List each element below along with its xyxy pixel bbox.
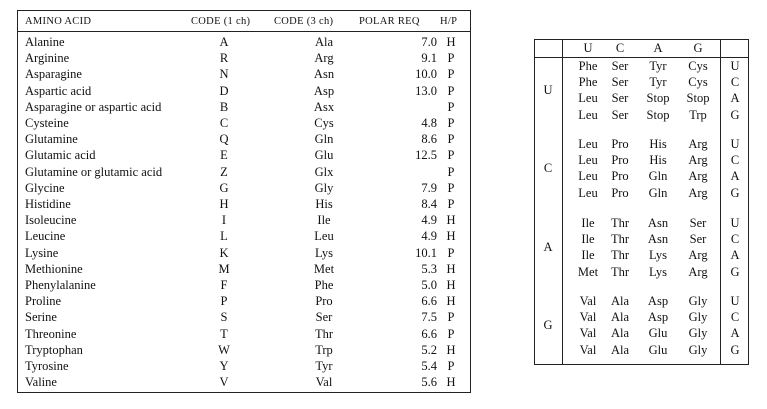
table-row: Asparagine or aspartic acid B Asx P [25, 99, 455, 114]
table-row: Tryptophan W Trp 5.2 H [25, 342, 456, 357]
header-code-3ch: CODE (3 ch) [274, 16, 334, 27]
codon-amino-acid: His [649, 137, 667, 151]
amino-acid-name: Tyrosine [25, 359, 69, 373]
codon-amino-acid: Cys [688, 75, 708, 90]
codon-divider-v1 [562, 40, 563, 364]
amino-acid-name: Asparagine [25, 67, 82, 82]
polar-req: 6.6 [421, 326, 437, 341]
codon-amino-acid: Ser [611, 59, 629, 73]
codon-amino-acid: Leu [578, 153, 598, 168]
codon-amino-acid: Ser [689, 232, 707, 247]
first-base-3: G [543, 318, 553, 333]
codon-amino-acid: Asp [647, 310, 669, 325]
codon-amino-acid: Stop [646, 107, 670, 122]
codon-amino-acid: Leu [578, 91, 598, 106]
amino-acid-name: Glutamine [25, 132, 78, 147]
amino-acid-name: Alanine [25, 35, 65, 49]
header-code-1ch: CODE (1 ch) [191, 16, 251, 27]
codon-amino-acid: Gln [648, 169, 668, 184]
polar-req: 4.8 [421, 116, 437, 130]
polar-req: 10.0 [415, 67, 437, 82]
table-row: Glutamine or glutamic acid Z Glx P [25, 164, 455, 179]
codon-amino-acid: Gly [688, 310, 708, 325]
codon-amino-acid: Lys [648, 264, 668, 279]
third-base-2-3: G [730, 264, 740, 279]
codon-amino-acid: Arg [688, 153, 708, 168]
header-polar-req: POLAR REQ [359, 16, 420, 27]
codon-amino-acid: Phe [578, 59, 598, 73]
third-base-0-2: A [730, 91, 740, 106]
amino-table-header [18, 14, 470, 30]
codon-amino-acid: Arg [688, 137, 708, 151]
codon-amino-acid: Asp [647, 294, 669, 308]
header-amino-acid: AMINO ACID [25, 16, 92, 27]
second-base-2: A [653, 41, 663, 55]
table-row: Cysteine C Cys 4.8 P [25, 116, 455, 130]
third-base-0-0: U [730, 59, 740, 73]
amino-acid-name: Serine [25, 310, 57, 325]
codon-amino-acid: Ser [689, 216, 707, 230]
polar-req: 7.5 [421, 310, 437, 325]
codon-amino-acid: Pro [611, 185, 629, 200]
amino-acid-name: Tryptophan [25, 342, 83, 357]
table-row: Glutamine Q Gln 8.6 P [25, 132, 455, 147]
third-base-0-3: G [730, 107, 740, 122]
codon-amino-acid: Glu [648, 342, 668, 357]
codon-amino-acid: Pro [611, 137, 629, 151]
amino-acid-name: Arginine [25, 51, 70, 66]
codon-amino-acid: Val [579, 294, 597, 308]
amino-acid-name: Leucine [25, 229, 66, 244]
polar-req: 10.1 [415, 245, 437, 260]
codon-amino-acid: Val [579, 310, 597, 325]
codon-amino-acid: Stop [686, 91, 710, 106]
codon-amino-acid: Ile [581, 248, 595, 263]
table-row: Valine V Val 5.6 H [25, 375, 456, 390]
codon-amino-acid: Met [577, 264, 599, 279]
third-base-1-1: C [730, 153, 740, 168]
table-row: Methionine M Met 5.3 H [25, 261, 456, 276]
codon-amino-acid: Gly [688, 326, 708, 341]
table-row: Serine S Ser 7.5 P [25, 310, 455, 325]
polar-req: 8.6 [421, 132, 437, 147]
codon-amino-acid: Ile [581, 216, 595, 230]
table-row: Proline P Pro 6.6 H [25, 294, 456, 309]
codon-amino-acid: Ala [610, 342, 630, 357]
polar-req: 13.0 [415, 83, 437, 98]
table-row: Arginine R Arg 9.1 P [25, 51, 455, 66]
header-divider [18, 31, 470, 32]
codon-amino-acid: Thr [610, 264, 630, 279]
first-base-0: U [543, 83, 553, 98]
codon-amino-acid: Arg [688, 169, 708, 184]
amino-acid-name: Asparagine or aspartic acid [25, 99, 162, 114]
third-base-1-0: U [730, 137, 740, 151]
polar-req: 4.9 [421, 213, 437, 228]
third-base-3-2: A [730, 326, 740, 341]
third-base-3-0: U [730, 294, 740, 308]
polar-req: 5.3 [421, 261, 437, 276]
first-base-1: C [543, 161, 553, 176]
codon-amino-acid: Ala [610, 310, 630, 325]
codon-amino-acid: Ser [611, 75, 629, 90]
table-row: Threonine T Thr 6.6 P [25, 326, 455, 341]
codon-amino-acid: His [649, 153, 667, 168]
codon-amino-acid: Leu [578, 107, 598, 122]
codon-amino-acid: Ala [610, 294, 630, 308]
third-base-2-0: U [730, 216, 740, 230]
polar-req: 9.1 [421, 51, 437, 66]
polar-req: 5.2 [421, 342, 437, 357]
codon-amino-acid: Leu [578, 185, 598, 200]
codon-amino-acid: Arg [688, 248, 708, 263]
amino-acid-name: Cysteine [25, 116, 69, 130]
table-row: Isoleucine I Ile 4.9 H [25, 213, 456, 228]
codon-amino-acid: Stop [646, 91, 670, 106]
codon-amino-acid: Tyr [649, 59, 667, 73]
third-base-0-1: C [730, 75, 740, 90]
table-row: Glutamic acid E Glu 12.5 P [25, 148, 455, 163]
third-base-3-1: C [730, 310, 740, 325]
first-base-2: A [543, 240, 553, 255]
polar-req: 7.0 [421, 35, 437, 49]
second-base-3: G [693, 41, 703, 55]
table-row: Asparagine N Asn 10.0 P [25, 67, 455, 82]
amino-acid-name: Isoleucine [25, 213, 77, 228]
table-row: Glycine G Gly 7.9 P [25, 180, 455, 195]
codon-amino-acid: Thr [610, 248, 630, 263]
amino-acid-name: Proline [25, 294, 62, 309]
polar-req: 7.9 [421, 180, 437, 195]
third-base-3-3: G [730, 342, 740, 357]
codon-amino-acid: Ile [581, 232, 595, 247]
codon-amino-acid: Trp [689, 107, 707, 122]
codon-amino-acid: Asn [647, 216, 669, 230]
amino-acid-name: Glutamic acid [25, 148, 96, 163]
codon-amino-acid: Thr [610, 232, 630, 247]
codon-amino-acid: Gly [688, 294, 708, 308]
third-base-2-2: A [730, 248, 740, 263]
codon-amino-acid: Pro [611, 153, 629, 168]
amino-acid-name: Histidine [25, 197, 71, 211]
third-base-1-3: G [730, 185, 740, 200]
second-base-0: U [583, 41, 593, 55]
codon-amino-acid: Arg [688, 185, 708, 200]
table-row: Phenylalanine F Phe 5.0 H [25, 278, 456, 292]
codon-amino-acid: Val [579, 326, 597, 341]
codon-amino-acid: Tyr [649, 75, 667, 90]
codon-amino-acid: Ala [610, 326, 630, 341]
codon-amino-acid: Pro [611, 169, 629, 184]
header-hp: H/P [440, 16, 458, 27]
codon-amino-acid: Gly [688, 342, 708, 357]
third-base-2-1: C [730, 232, 740, 247]
amino-acid-name: Methionine [25, 261, 83, 276]
table-row: Leucine L Leu 4.9 H [25, 229, 456, 244]
table-row: Histidine H His 8.4 P [25, 197, 455, 211]
codon-amino-acid: Thr [610, 216, 630, 230]
amino-acid-name: Glutamine or glutamic acid [25, 164, 163, 179]
codon-amino-acid: Ser [611, 91, 629, 106]
polar-req: 4.9 [421, 229, 437, 244]
amino-acid-name: Glycine [25, 180, 65, 195]
polar-req: 12.5 [415, 148, 437, 163]
table-row: Tyrosine Y Tyr 5.4 P [25, 359, 455, 373]
codon-table [534, 39, 749, 365]
table-row: Lysine K Lys 10.1 P [25, 245, 455, 260]
amino-acid-name: Phenylalanine [25, 278, 96, 292]
codon-amino-acid: Gln [648, 185, 668, 200]
codon-amino-acid: Ser [611, 107, 629, 122]
polar-req: 5.6 [421, 375, 437, 390]
codon-amino-acid: Cys [688, 59, 708, 73]
table-row: Aspartic acid D Asp 13.0 P [25, 83, 455, 98]
codon-amino-acid: Leu [578, 137, 598, 151]
codon-amino-acid: Lys [648, 248, 668, 263]
polar-req: 5.4 [421, 359, 437, 373]
polar-req: 5.0 [421, 278, 437, 292]
table-row: Alanine A Ala 7.0 H [25, 35, 456, 49]
polar-req: 6.6 [421, 294, 437, 309]
codon-amino-acid: Leu [578, 169, 598, 184]
second-base-1: C [615, 41, 625, 55]
codon-amino-acid: Glu [648, 326, 668, 341]
amino-acid-name: Threonine [25, 326, 77, 341]
polar-req: 8.4 [421, 197, 437, 211]
codon-amino-acid: Phe [578, 75, 598, 90]
codon-amino-acid: Arg [688, 264, 708, 279]
codon-amino-acid: Val [579, 342, 597, 357]
amino-acid-name: Lysine [25, 245, 59, 260]
amino-acid-name: Valine [25, 375, 57, 390]
amino-acid-table [17, 10, 471, 393]
amino-acid-name: Aspartic acid [25, 83, 92, 98]
codon-divider-v2 [720, 40, 721, 364]
third-base-1-2: A [730, 169, 740, 184]
codon-amino-acid: Asn [647, 232, 669, 247]
